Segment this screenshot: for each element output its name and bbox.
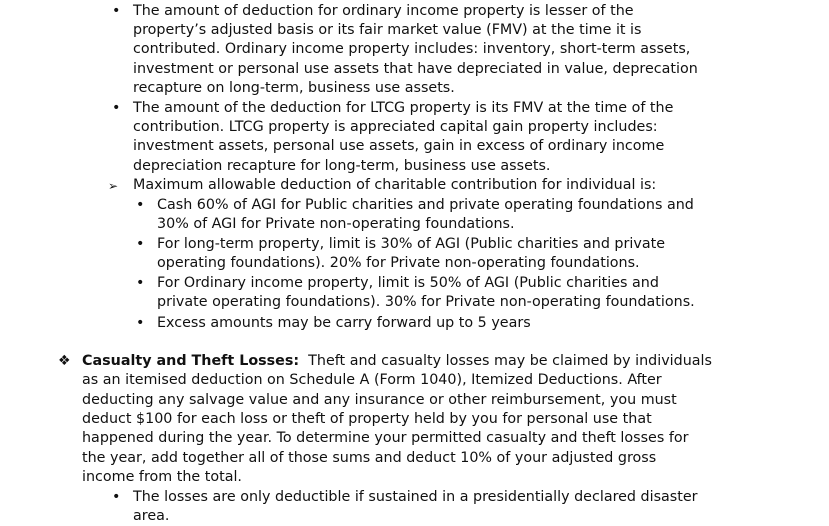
paragraph-line: happened during the year. To determine your permitted casualty and theft losses for — [82, 430, 689, 446]
list-item-line: operating foundations). 20% for Private non-operating foundations. — [157, 255, 640, 271]
paragraph-line: recapture on long-term, business use assets. — [133, 80, 455, 96]
paragraph-line: deducting any salvage value and any insurance or other reimbursement, you must — [82, 392, 677, 408]
bullet-icon: • — [136, 275, 145, 291]
bullet-icon: • — [136, 197, 145, 213]
paragraph-line: deduct $100 for each loss or theft of property held by you for personal use that — [82, 411, 652, 427]
list-item-line: private operating foundations). 30% for Private non-operating foundations. — [157, 294, 695, 310]
bullet-icon: • — [112, 489, 121, 505]
bullet-icon: • — [136, 236, 145, 252]
paragraph-line: contribution. LTCG property is appreciated capital gain property includes: — [133, 119, 658, 135]
bullet-icon: • — [136, 315, 145, 331]
list-item-line: Cash 60% of AGI for Public charities and private operating foundations and — [157, 197, 694, 213]
paragraph-line: property’s adjusted basis or its fair market value (FMV) at the time it is — [133, 22, 642, 38]
paragraph-line: The amount of deduction for ordinary income property is lesser of the — [133, 3, 634, 19]
bullet-icon: • — [112, 100, 121, 116]
casualty-first-line — [82, 352, 712, 371]
paragraph-line: as an itemised deduction on Schedule A (Form 1040), Itemized Deductions. After — [82, 372, 662, 388]
list-item-line: area. — [133, 508, 170, 524]
paragraph-line: contributed. Ordinary income property includes: inventory, short-term assets, — [133, 41, 691, 57]
paragraph-line: investment assets, personal use assets, gain in excess of ordinary income — [133, 138, 665, 154]
list-item-line: For long-term property, limit is 30% of AGI (Public charities and private — [157, 236, 665, 252]
bullet-icon: • — [112, 3, 121, 19]
list-item-line: For Ordinary income property, limit is 50% of AGI (Public charities and — [157, 275, 659, 291]
paragraph-line: income from the total. — [82, 469, 242, 485]
list-item-line: The losses are only deductible if sustained in a presidentially declared disaster — [133, 489, 698, 505]
paragraph-line: investment or personal use assets that have depreciated in value, deprecation — [133, 61, 698, 77]
arrow-icon: ➢ — [108, 179, 119, 193]
paragraph-line: depreciation recapture for long-term, business use assets. — [133, 158, 551, 174]
casualty-text: Theft and casualty losses may be claimed by individuals — [299, 353, 712, 369]
casualty-title: Casualty and Theft Losses: — [82, 353, 300, 369]
section-heading: Maximum allowable deduction of charitable contribution for individual is: — [133, 177, 657, 193]
list-item-line: 30% of AGI for Private non-operating foundations. — [157, 216, 515, 232]
paragraph-line: the year, add together all of those sums and deduct 10% of your adjusted gross — [82, 450, 657, 466]
diamond-bullet-icon: ❖ — [58, 353, 71, 369]
list-item-line: Excess amounts may be carry forward up to 5 years — [157, 315, 531, 331]
paragraph-line: The amount of the deduction for LTCG property is its FMV at the time of the — [133, 100, 674, 116]
